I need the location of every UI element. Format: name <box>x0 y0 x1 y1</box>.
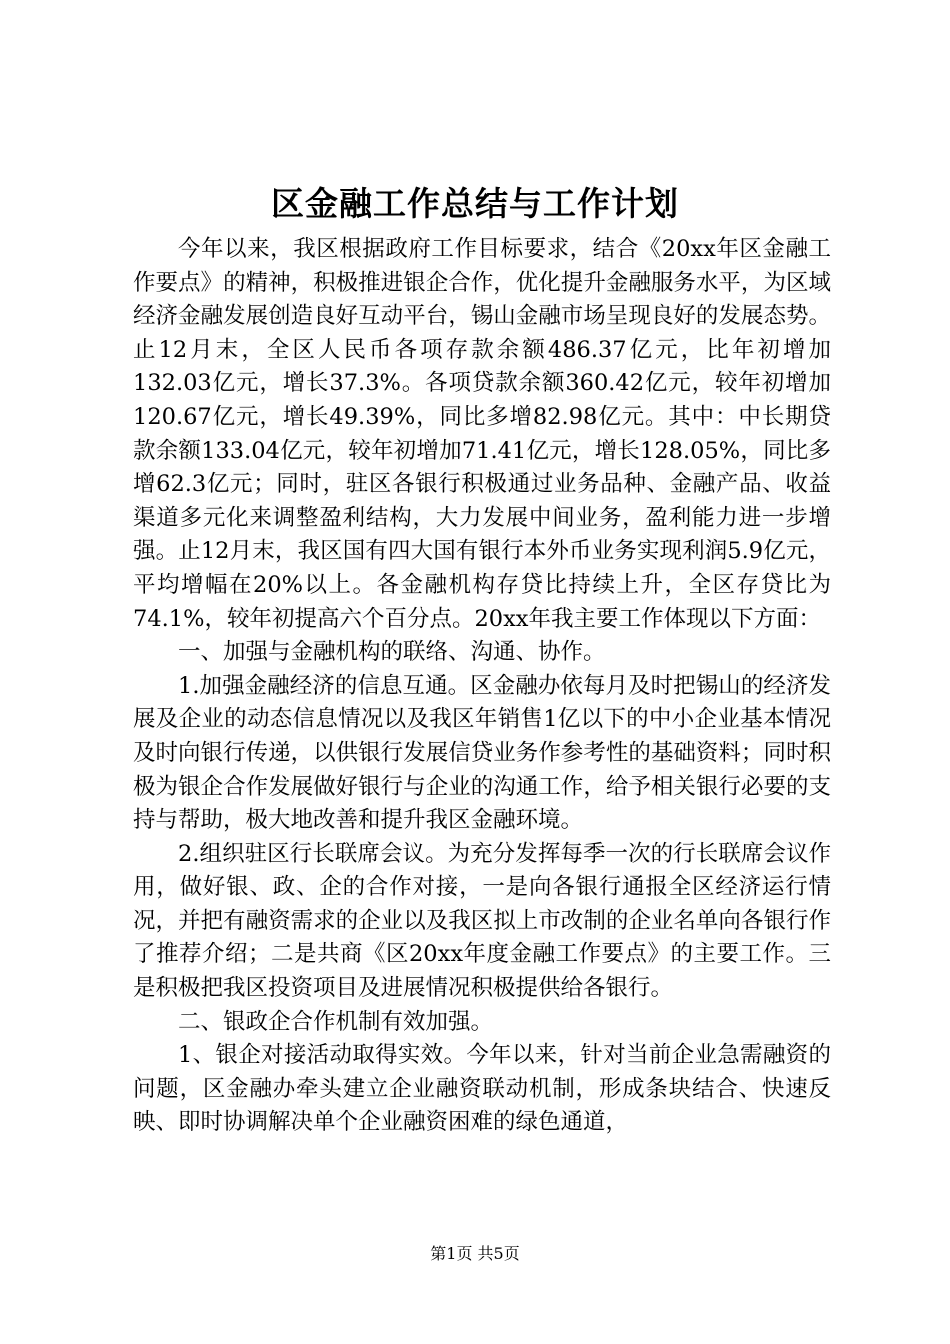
document-title: 区金融工作总结与工作计划 <box>271 184 679 223</box>
paragraph-2-1: 1、银企对接活动取得实效。今年以来，针对当前企业急需融资的问题，区金融办牵头建立企业融资联动机制，形成条块结合、快速反映、即时协调解决单个企业融资困难的绿色通道， <box>133 1042 831 1136</box>
paragraph-intro: 今年以来，我区根据政府工作目标要求，结合《20xx年区金融工作要点》的精神，积极推进银企合作，优化提升金融服务水平，为区域经济金融发展创造良好互动平台，锡山金融市场呈现良好的发展态势。止12月末，全区人民币各项存款余额486.37亿元，比年初增加132.03亿元，增长37.3%。各项贷款余额360.42亿元，较年初增加120.67亿元，增长49.39%，同比多增82.98亿元。其中：中长期贷款余额133.04亿元，较年初增加71.41亿元，增长128.05%，同比多增62.3亿元；同时，驻区各银行积极通过业务品种、金融产品、收益渠道多元化来调整盈利结构，大力发展中间业务，盈利能力进一步增强。止12月末，我区国有四大国有银行本外币业务实现利润5.9亿元，平均增幅在20%以上。各金融机构存贷比持续上升，全区存贷比为74.1%，较年初提高六个百分点。20xx年我主要工作体现以下方面： <box>133 236 831 632</box>
section-heading-1: 一、加强与金融机构的联络、沟通、协作。 <box>178 639 606 666</box>
paragraph-1-1: 1.加强金融经济的信息互通。区金融办依每月及时把锡山的经济发展及企业的动态信息情况以及我区年销售1亿以下的中小企业基本情况及时向银行传递，以供银行发展信贷业务作参考性的基础资料；同时积极为银企合作发展做好银行与企业的沟通工作，给予相关银行必要的支持与帮助，极大地改善和提升我区金融环境。 <box>133 672 831 834</box>
section-heading-2: 二、银政企合作机制有效加强。 <box>178 1008 494 1035</box>
document-body <box>133 233 831 1140</box>
page-footer: 第1页 共5页 <box>430 1244 520 1263</box>
paragraph-1-2: 2.组织驻区行长联席会议。为充分发挥每季一次的行长联席会议作用，做好银、政、企的合作对接，一是向各银行通报全区经济运行情况，并把有融资需求的企业以及我区拟上市改制的企业名单向各银行作了推荐介绍；二是共商《区20xx年度金融工作要点》的主要工作。三是积极把我区投资项目及进展情况积极提供给各银行。 <box>133 840 831 1002</box>
